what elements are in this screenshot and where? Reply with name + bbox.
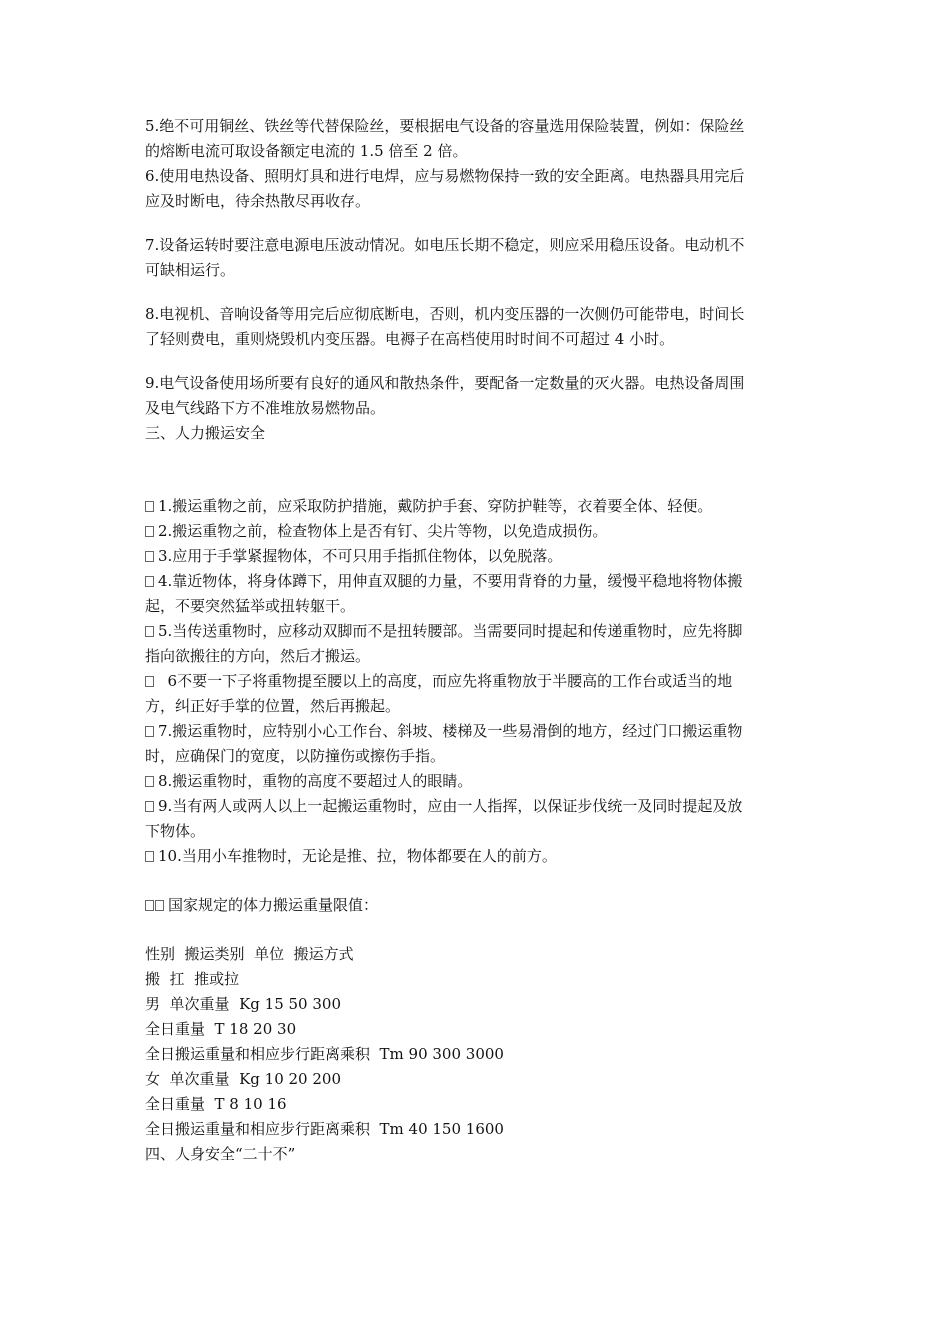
carrying-item-3 bbox=[145, 544, 810, 569]
text-line: 指向欲搬往的方向，然后才搬运。 bbox=[145, 647, 371, 665]
text-line: 及电气线路下方不准堆放易燃物品。 bbox=[145, 399, 386, 417]
text-line: 1.搬运重物之前，应采取防护措施，戴防护手套、穿防护鞋等，衣着要全体、轻便。 bbox=[145, 494, 810, 519]
document-page bbox=[145, 114, 810, 1167]
placeholder-box-icon bbox=[145, 900, 154, 911]
carrying-item-2 bbox=[145, 519, 810, 544]
carrying-item-5 bbox=[145, 619, 810, 669]
placeholder-box-icon bbox=[145, 526, 154, 537]
text-line: 的熔断电流可取设备额定电流的 1.5 倍至 2 倍。 bbox=[145, 142, 468, 160]
text-line: 4.靠近物体，将身体蹲下，用伸直双腿的力量，不要用背脊的力量，缓慢平稳地将物体搬 bbox=[145, 569, 810, 594]
text-line: 应及时断电，待余热散尽再收存。 bbox=[145, 192, 371, 210]
text-line: 6不要一下子将重物提至腰以上的高度，而应先将重物放于半腰高的工作台或适当的地 bbox=[145, 669, 810, 694]
carrying-item-1 bbox=[145, 494, 810, 519]
placeholder-box-icon bbox=[145, 726, 154, 737]
text-line: 方，纠正好手掌的位置，然后再搬起。 bbox=[145, 697, 401, 715]
text-line: 8.搬运重物时，重物的高度不要超过人的眼睛。 bbox=[145, 769, 810, 794]
placeholder-box-icon bbox=[145, 676, 154, 687]
limits-heading: 国家规定的体力搬运重量限值： bbox=[145, 893, 810, 918]
text-line: 7.搬运重物时，应特别小心工作台、斜坡、楼梯及一些易滑倒的地方，经过门口搬运重物 bbox=[145, 719, 810, 744]
placeholder-box-icon bbox=[145, 501, 154, 512]
table-row: 女 单次重量 Kg 10 20 200 bbox=[145, 1070, 341, 1088]
table-row: 全日重量 T 8 10 16 bbox=[145, 1095, 287, 1113]
text-line: 2.搬运重物之前，检查物体上是否有钉、尖片等物，以免造成损伤。 bbox=[145, 519, 810, 544]
electrical-item-6 bbox=[145, 164, 810, 214]
table-row: 性别 搬运类别 单位 搬运方式 bbox=[145, 945, 354, 963]
electrical-item-8 bbox=[145, 302, 810, 352]
placeholder-box-icon bbox=[145, 776, 154, 787]
carrying-item-10 bbox=[145, 844, 810, 869]
text-line: 8.电视机、音响设备等用完后应彻底断电，否则，机内变压器的一次侧仍可能带电，时间长 bbox=[145, 305, 745, 323]
electrical-item-7 bbox=[145, 233, 810, 283]
placeholder-box-icon bbox=[145, 626, 154, 637]
carrying-item-9 bbox=[145, 794, 810, 844]
table-row: 全日重量 T 18 20 30 bbox=[145, 1020, 297, 1038]
text-line: 7.设备运转时要注意电源电压波动情况。如电压长期不稳定，则应采用稳压设备。电动机不 bbox=[145, 236, 745, 254]
table-row: 男 单次重量 Kg 15 50 300 bbox=[145, 995, 341, 1013]
electrical-item-9 bbox=[145, 371, 810, 421]
text-line: 10.当用小车推物时，无论是推、拉，物体都要在人的前方。 bbox=[145, 844, 810, 869]
text-line: 3.应用于手掌紧握物体，不可只用手指抓住物体，以免脱落。 bbox=[145, 544, 810, 569]
weight-limits-table bbox=[145, 942, 810, 1142]
text-line: 9.电气设备使用场所要有良好的通风和散热条件，要配备一定数量的灭火器。电热设备周围 bbox=[145, 374, 745, 392]
table-row: 全日搬运重量和相应步行距离乘积 Tm 40 150 1600 bbox=[145, 1120, 504, 1138]
text-line: 6.使用电热设备、照明灯具和进行电焊，应与易燃物保持一致的安全距离。电热器具用完后 bbox=[145, 167, 745, 185]
carrying-item-7 bbox=[145, 719, 810, 769]
placeholder-box-icon bbox=[145, 851, 154, 862]
table-row: 搬 扛 推或拉 bbox=[145, 970, 240, 988]
placeholder-box-icon bbox=[155, 900, 164, 911]
text-line: 时，应确保门的宽度，以防撞伤或擦伤手指。 bbox=[145, 747, 446, 765]
text-line: 可缺相运行。 bbox=[145, 261, 236, 279]
carrying-item-8 bbox=[145, 769, 810, 794]
placeholder-box-icon bbox=[145, 576, 154, 587]
carrying-item-6 bbox=[145, 669, 810, 719]
text-line: 9.当有两人或两人以上一起搬运重物时，应由一人指挥，以保证步伐统一及同时提起及放 bbox=[145, 794, 810, 819]
text-line: 5.当传送重物时，应移动双脚而不是扭转腰部。当需要同时提起和传递重物时，应先将脚 bbox=[145, 619, 810, 644]
section-heading-4: 四、人身安全“二十不” bbox=[145, 1145, 296, 1163]
carrying-item-4 bbox=[145, 569, 810, 619]
section-heading-3: 三、人力搬运安全 bbox=[145, 424, 266, 442]
placeholder-box-icon bbox=[145, 801, 154, 812]
table-row: 全日搬运重量和相应步行距离乘积 Tm 90 300 3000 bbox=[145, 1045, 504, 1063]
text-line: 下物体。 bbox=[145, 822, 206, 840]
text-line: 了轻则费电，重则烧毁机内变压器。电褥子在高档使用时时间不可超过 4 小时。 bbox=[145, 330, 675, 348]
electrical-item-5 bbox=[145, 114, 810, 164]
placeholder-box-icon bbox=[145, 551, 154, 562]
text-line: 5.绝不可用铜丝、铁丝等代替保险丝，要根据电气设备的容量选用保险装置，例如：保险丝 bbox=[145, 117, 745, 135]
text-line: 起，不要突然猛举或扭转躯干。 bbox=[145, 597, 356, 615]
